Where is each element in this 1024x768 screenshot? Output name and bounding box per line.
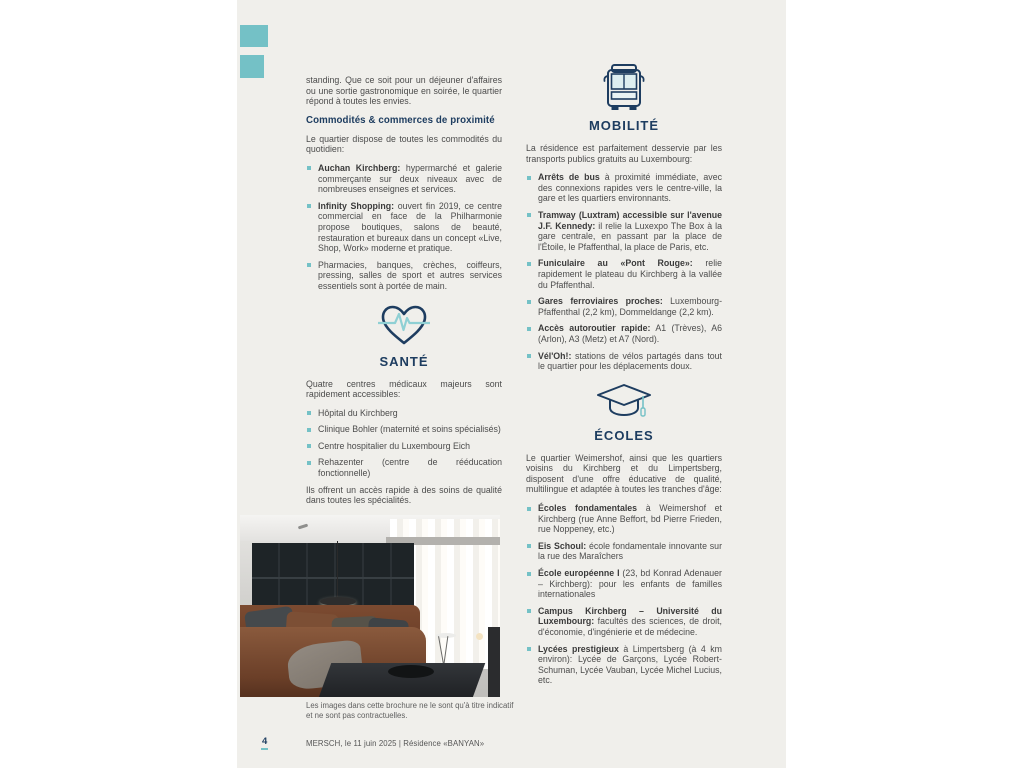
list-item-text: Clinique Bohler (maternité et soins spécialisés) [318, 424, 501, 435]
mobilite-list [526, 172, 722, 372]
list-item-text: école fondamentale innovante sur la rue des Maraîchers [538, 540, 722, 562]
list-item-text: il relie la Luxexpo The Box à la gare centrale, en passant par la place de l'Étoile, le Pfaffenthal, la place de Paris, etc. [538, 220, 722, 252]
intro-paragraph: standing. Que ce soit pour un déjeuner d'affaires ou une sortie gastronomique en soirée, le quartier répond à toutes les envies. [306, 75, 502, 107]
list-item-text: stations de vélos partagés dans tout le quartier pour les déplacements doux. [538, 350, 722, 372]
list-item [306, 260, 502, 292]
list-item [526, 606, 722, 638]
graduation-cap-icon [595, 382, 653, 422]
commodites-heading: Commodités & commerces de proximité [306, 114, 495, 126]
brochure-page [237, 0, 786, 768]
list-item [526, 296, 722, 317]
list-item-text: Luxembourg-Pfaffenthal (2,2 km), Dommeldange (2,2 km). [538, 296, 722, 317]
list-item-lead: Auchan Kirchberg: [318, 162, 401, 173]
list-item [526, 258, 722, 290]
list-item-lead: Funiculaire au «Pont Rouge»: [538, 258, 693, 269]
sante-list [306, 408, 502, 479]
photo-pendant-cord [337, 541, 338, 597]
list-item-lead: Écoles fondamentales [538, 503, 638, 514]
list-item-text: (23, bd Konrad Adenauer – Kirchberg): pour les enfants de familles internationales [538, 568, 722, 600]
footer-text: MERSCH, le 11 juin 2025 | Résidence «BANYAN» [306, 739, 485, 748]
list-item-lead: Accès autoroutier rapide: [538, 323, 651, 334]
commodites-list [306, 163, 502, 292]
list-item-text: Rehazenter (centre de rééducation fonctionnelle) [318, 457, 502, 479]
list-item-text: Hôpital du Kirchberg [318, 407, 398, 418]
list-item-lead: Arrêts de bus [538, 172, 600, 183]
ecoles-icon-wrap [526, 382, 722, 422]
list-item-lead: Vél'Oh!: [538, 350, 572, 361]
ecoles-heading: ÉCOLES [594, 427, 654, 443]
right-column [526, 62, 722, 692]
list-item-text: à proximité immédiate, avec des connexions rapides vers le centre-ville, la gare et les quartiers environnants. [538, 172, 722, 204]
list-item [306, 441, 502, 452]
photo-tv-edge [488, 627, 500, 697]
list-item [526, 210, 722, 252]
photo-floor-lamp [476, 633, 483, 640]
sante-intro: Quatre centres médicaux majeurs sont rapidement accessibles: [306, 378, 502, 400]
list-item [306, 163, 502, 195]
list-item [526, 351, 722, 372]
list-item-text: Centre hospitalier du Luxembourg Eich [318, 440, 471, 451]
list-item [306, 408, 502, 419]
page-number: 4 [261, 736, 268, 750]
ecoles-list [526, 503, 722, 686]
list-item-text: hypermarché et galerie commerçante sur deux niveaux avec de nombreuses enseignes et services. [318, 162, 502, 195]
mobilite-heading: MOBILITÉ [588, 118, 660, 133]
sante-heading: SANTÉ [379, 353, 429, 369]
left-column [306, 75, 502, 514]
list-item [526, 323, 722, 344]
list-item-text: ouvert fin 2019, ce centre commercial en face de la Philharmonie propose boutiques, salons de beauté, restauration et bureaux dans un concept «Live, Shop, Work» moderne et pratique. [318, 200, 502, 254]
photo-caption: Les images dans cette brochure ne le sont qu'à titre indicatif et ne sont pas contractuelles. [306, 701, 514, 720]
photo-bowl [388, 665, 434, 678]
list-item-lead: Lycées prestigieux [538, 643, 619, 654]
photo-cabinet-shelf [252, 577, 414, 579]
teal-decor-square-bottom [240, 55, 264, 78]
heart-pulse-icon [378, 302, 430, 348]
mobilite-icon-wrap [526, 62, 722, 112]
list-item [526, 644, 722, 686]
list-item-lead: Campus Kirchberg – Université du Luxembourg: [538, 605, 722, 627]
teal-decor-square-top [240, 25, 268, 47]
list-item [526, 503, 722, 535]
list-item-lead: École européenne I [538, 568, 620, 579]
list-item-lead: Eis Schoul: [538, 540, 587, 551]
list-item-text: facultés des sciences, de droit, d'économie, d'ingénierie et de médecine. [538, 616, 722, 637]
commodites-intro: Le quartier dispose de toutes les commodités du quotidien: [306, 133, 502, 155]
list-item-text: à Limpertsberg (à 4 km environ): Lycée de Garçons, Lycée Robert-Schuman, Lycée Vauban, Lycée Michel Lucius, etc. [538, 643, 722, 686]
list-item-text: à Weimershof et Kirchberg (rue Anne Beffort, bd Pierre Frieden, rue Noppeney, etc.) [538, 503, 722, 535]
list-item [526, 172, 722, 204]
interior-photo [240, 515, 500, 697]
list-item [306, 424, 502, 435]
mobilite-intro: La résidence est parfaitement desservie par les transports publics gratuits au Luxembourg: [526, 143, 722, 164]
ecoles-intro: Le quartier Weimershof, ainsi que les quartiers voisins du Kirchberg et du Limpertsberg, disposent d'une offre éducative de qualité, multilingue et adaptée à toutes les tranches d'âge: [526, 452, 722, 495]
list-item [526, 541, 722, 562]
list-item [306, 457, 502, 478]
list-item-text: Pharmacies, banques, crèches, coiffeurs, pressing, salles de sport et autres services essentiels sont à portée de main. [318, 259, 502, 291]
list-item-lead: Gares ferroviaires proches: [538, 296, 663, 307]
list-item-lead: Infinity Shopping: [318, 200, 395, 211]
list-item-text: relie rapidement le plateau du Kirchberg à la vallée du Pfaffenthal. [538, 258, 722, 290]
list-item [526, 568, 722, 600]
sante-icon-wrap [306, 302, 502, 348]
list-item-text: A1 (Trèves), A6 (Arlon), A3 (Metz) et A7 (Nord). [538, 323, 722, 344]
sante-outro: Ils offrent un accès rapide à des soins de qualité dans toutes les spécialités. [306, 484, 502, 506]
list-item-lead: Tramway (Luxtram) accessible sur l'avenue J.F. Kennedy: [538, 209, 722, 231]
bus-icon [599, 62, 649, 112]
list-item [306, 201, 502, 254]
